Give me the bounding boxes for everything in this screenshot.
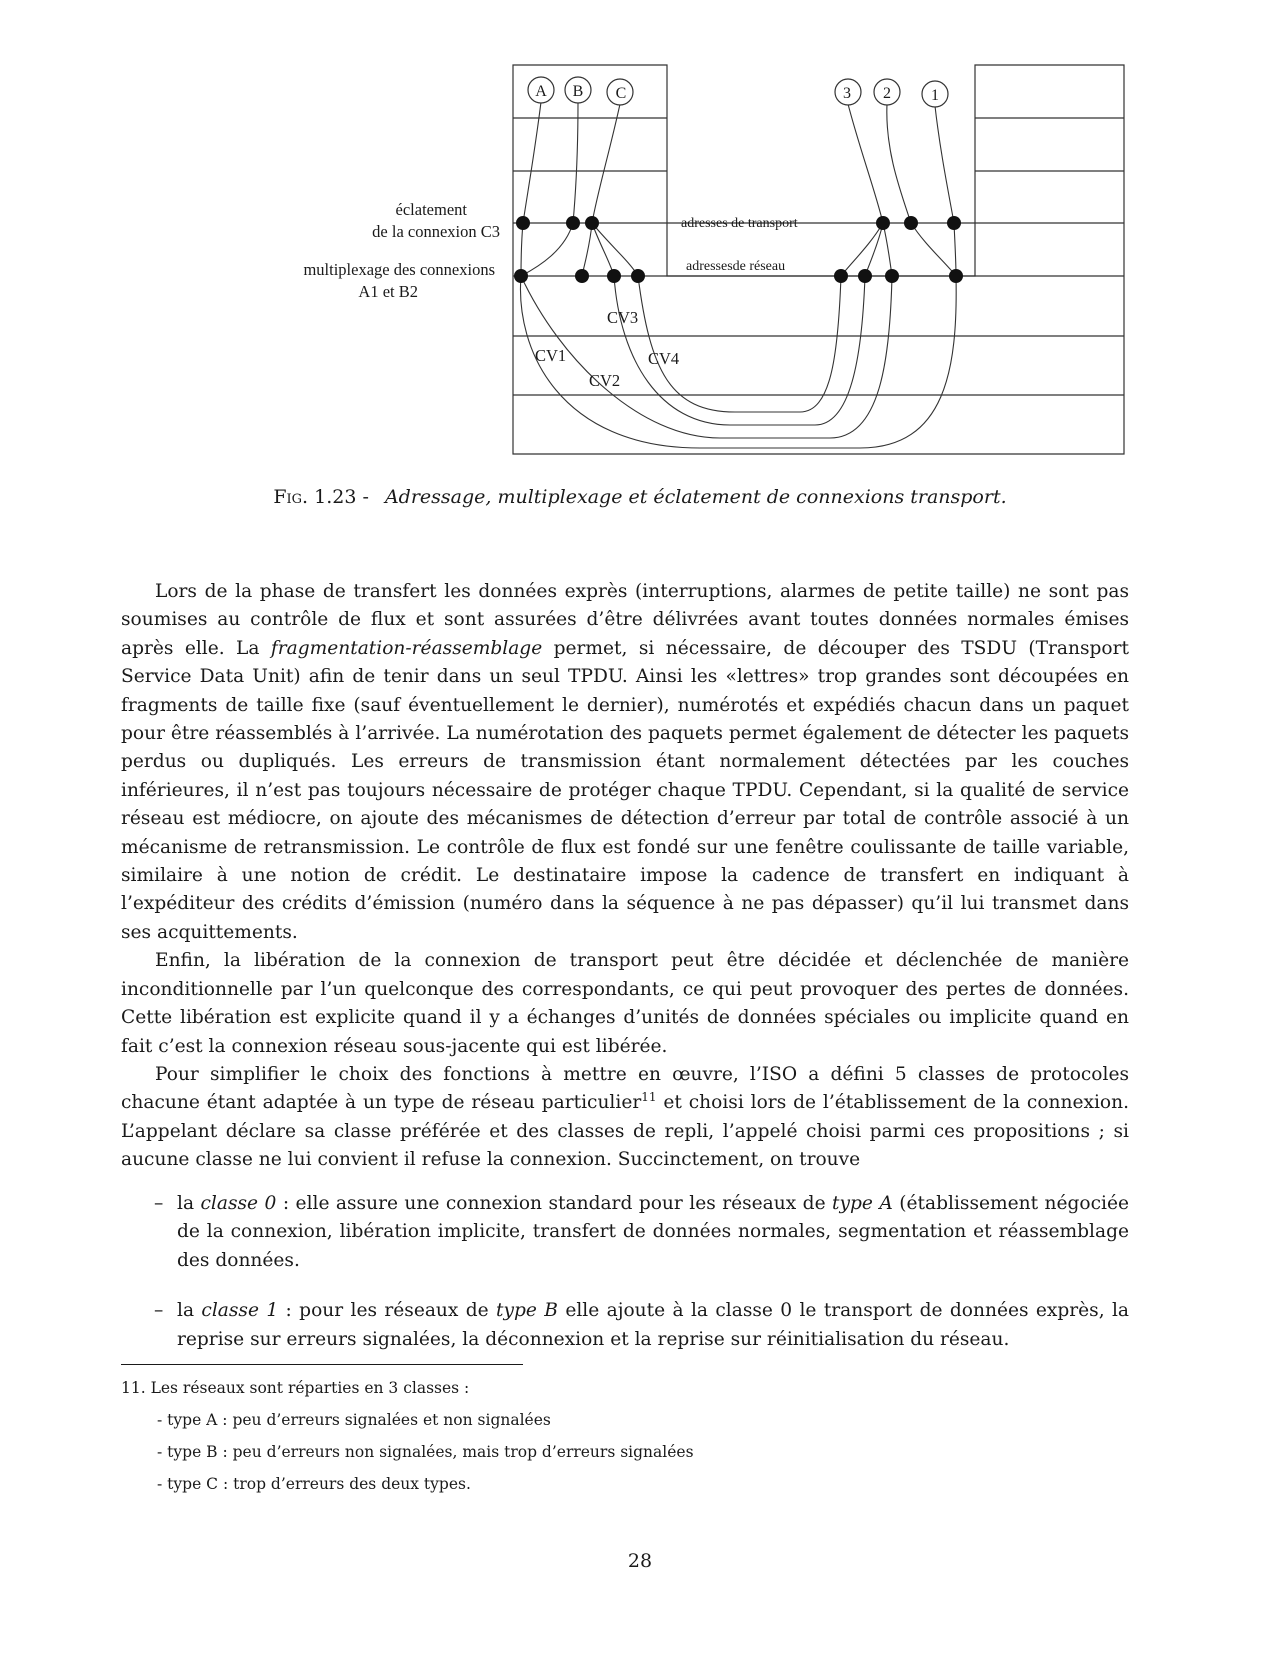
address-dot xyxy=(834,269,848,283)
address-dot xyxy=(575,269,589,283)
address-dot xyxy=(514,269,528,283)
node-label-3: 3 xyxy=(843,85,851,102)
paragraph-liberation: Enfin, la libération de la connexion de transport peut être décidée et déclenchée de manière inconditionnelle par l’un quelconque des correspondants, ce qui peut provoquer des pertes de données. Cette libération est explicite quand il y a échanges d’unités de données spéciales ou implicite quand en fait c’est la connexion réseau sous-jacente qui est libérée. xyxy=(121,950,1129,1057)
address-dot xyxy=(566,216,580,230)
figure-caption-text: Adressage, multiplexage et éclatement de connexions transport. xyxy=(384,486,1007,508)
term-fragmentation: fragmentation-réassemblage xyxy=(270,637,543,659)
address-dot xyxy=(885,269,899,283)
label-cv3: CV3 xyxy=(607,308,639,327)
footnote-item: - type A : peu d’erreurs signalées et non signalées xyxy=(157,1411,551,1429)
node-label-b: B xyxy=(572,83,584,100)
footnote-title: 11. Les réseaux sont réparties en 3 classes : xyxy=(121,1379,470,1397)
page-number: 28 xyxy=(627,1550,653,1572)
list-item-class-0: – la classe 0 : elle assure une connexion standard pour les réseaux de type A (établissement négociée de la connexion, libération implicite, transfert de données normales, segmentation et réassemblage des données. xyxy=(121,1190,1129,1275)
label-cv2: CV2 xyxy=(589,371,621,390)
address-dot xyxy=(904,216,918,230)
node-label-c: C xyxy=(615,85,627,102)
address-dot xyxy=(516,216,530,230)
node-label-2: 2 xyxy=(883,85,891,102)
address-dot xyxy=(876,216,890,230)
connection-curve xyxy=(848,104,883,223)
address-dot xyxy=(947,216,961,230)
footnote-ref[interactable]: 11 xyxy=(641,1090,657,1105)
connection-curve xyxy=(954,223,956,276)
connection-curve xyxy=(521,223,523,276)
connection-curve xyxy=(935,106,954,223)
virtual-circuit-cv4 xyxy=(638,276,841,412)
label-network-addresses: adressesde réseau xyxy=(686,259,786,274)
connection-curve xyxy=(573,102,578,223)
label-transport-addresses: adresses de transport xyxy=(681,216,798,231)
label-multiplexage-line2: A1 et B2 xyxy=(358,282,418,301)
footnote-item: - type C : trop d’erreurs des deux types. xyxy=(157,1475,471,1493)
address-dot xyxy=(949,269,963,283)
connection-curve xyxy=(521,223,573,276)
list-dash: – xyxy=(154,1300,164,1322)
address-dot xyxy=(858,269,872,283)
list-dash: – xyxy=(154,1193,164,1214)
figure-addressing-diagram xyxy=(0,0,1280,470)
figure-caption xyxy=(0,486,1280,508)
connection-curve xyxy=(582,223,592,276)
address-dot xyxy=(585,216,599,230)
connection-curve xyxy=(865,223,883,276)
node-label-1: 1 xyxy=(931,87,939,104)
footnote-item: - type B : peu d’erreurs non signalées, mais trop d’erreurs signalées xyxy=(157,1443,694,1461)
label-eclatement-line2: de la connexion C3 xyxy=(372,222,500,241)
list-item-class-1: – la classe 1 : pour les réseaux de type B elle ajoute à la classe 0 le transport de données exprès, la reprise sur erreurs signalées, la déconnexion et la reprise sur réinitialisation du réseau. xyxy=(121,1297,1129,1354)
connection-curve xyxy=(841,223,883,276)
label-multiplexage-line1: multiplexage des connexions xyxy=(303,260,495,279)
figure-label: Fig. 1.23 - xyxy=(273,486,369,508)
label-cv1: CV1 xyxy=(535,346,567,365)
node-label-a: A xyxy=(535,83,547,100)
address-dot xyxy=(607,269,621,283)
connection-curve xyxy=(883,223,892,276)
label-eclatement-line1: éclatement xyxy=(395,200,467,219)
footnote xyxy=(121,1372,1021,1500)
connection-curve xyxy=(523,102,541,223)
protocol-class-list xyxy=(121,1190,1129,1354)
connection-curve xyxy=(592,223,638,276)
footnote-rule xyxy=(121,1364,523,1365)
paragraph-classes: Pour simplifier le choix des fonctions à mettre en œuvre, l’ISO a défini 5 classes de protocoles chacune étant adaptée à un type de réseau particulier$^{11}$ et choisi lors de l’établissement de la connexion. L’appelant déclare sa classe préférée et des classes de repli, l’appelé choisi parmi ces propositions ; si aucune classe ne lui convient il refuse la connexion. Succinctement, on trouve xyxy=(121,1063,1129,1171)
address-dot xyxy=(631,269,645,283)
connection-curve xyxy=(887,104,911,223)
paragraph-transfer: Lors de la phase de transfert les données exprès (interruptions, alarmes de petite taille) ne sont pas soumises au contrôle de flux et sont assurées d’être délivrées avant toutes données normales émises après elle. La fragmentation-réassemblage permet, si nécessaire, de découper des TSDU (Transport Service Data Unit) afin de tenir dans un seul TPDU. Ainsi les «lettres» trop grandes sont découpées en fragments de taille fixe (sauf éventuellement le dernier), numérotés et expédiés chacun dans un paquet pour être réassemblés à l’arrivée. La numérotation des paquets permet également de détecter les paquets perdus ou dupliqués. Les erreurs de transmission étant normalement détectées par les couches inférieures, il n’est pas toujours nécessaire de protéger chaque TPDU. Cependant, si la qualité de service réseau est médiocre, on ajoute des mécanismes de détection d’erreur par total de contrôle associé à un mécanisme de retransmission. Le contrôle de flux est fondé sur une fenêtre coulissante de taille variable, similaire à une notion de crédit. Le destinataire impose la cadence de transfert en indiquant à l’expéditeur des crédits d’émission (numéro dans la séquence à ne pas dépasser) qu’il lui transmet dans ses acquittements. xyxy=(121,581,1129,943)
connection-curve xyxy=(592,104,620,223)
connection-curve xyxy=(592,223,614,276)
label-cv4: CV4 xyxy=(648,349,680,368)
body-text xyxy=(121,578,1129,1175)
left-stack-box xyxy=(513,65,1124,454)
connection-curve xyxy=(911,223,956,276)
